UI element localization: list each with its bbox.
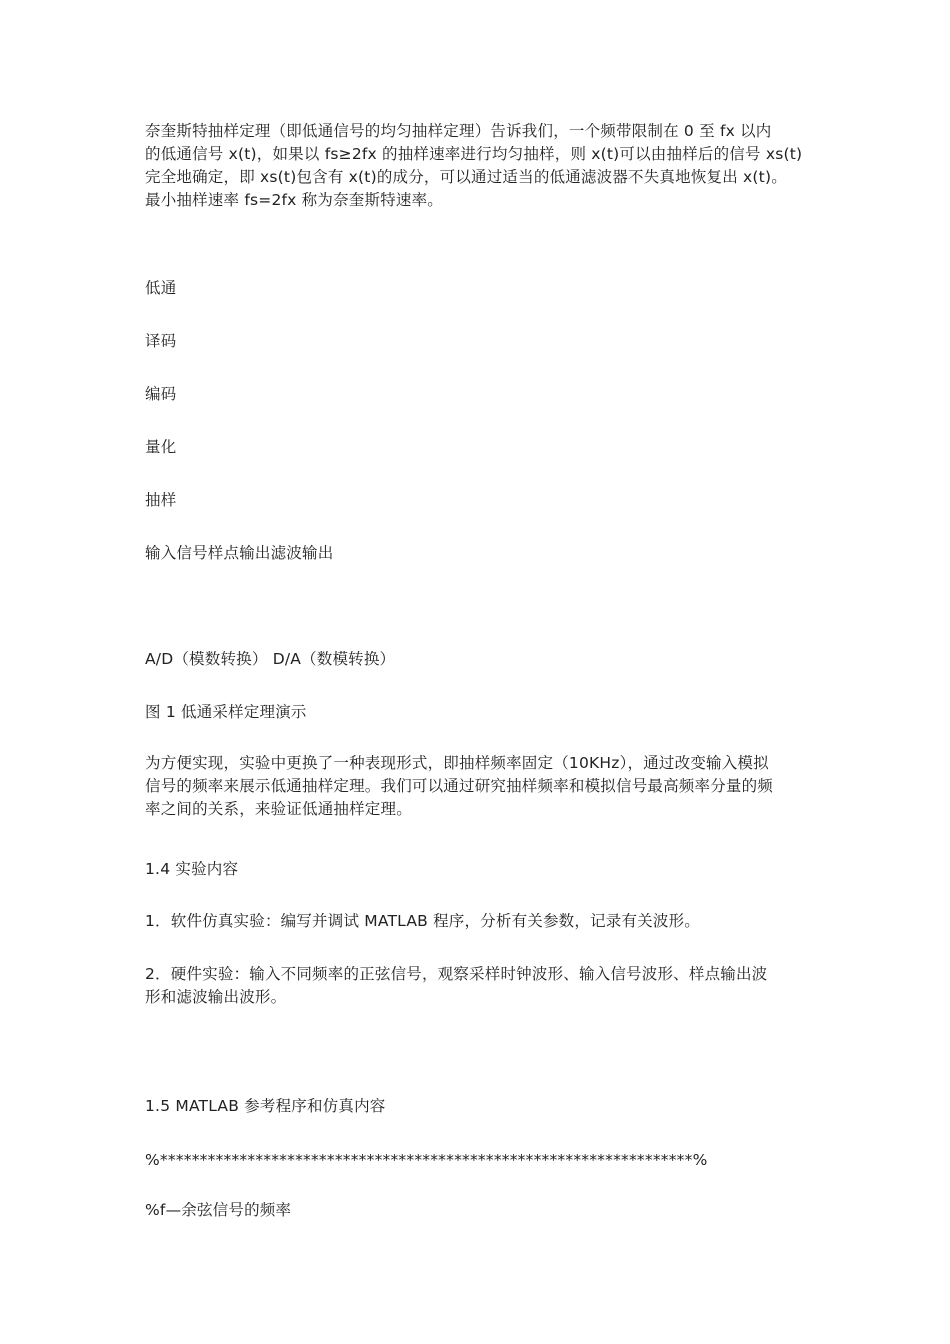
experiment-item-1: 1．软件仿真实验：编写并调试 MATLAB 程序，分析有关参数，记录有关波形。 (145, 912, 700, 930)
code-comment-frequency: %f—余弦信号的频率 (145, 1201, 292, 1219)
diagram-label-lowpass: 低通 (145, 279, 177, 297)
diagram-label-decode: 译码 (145, 332, 177, 350)
diagram-label-conversion-row: A/D（模数转换） D/A（数模转换） (145, 650, 396, 668)
code-comment-stars: %*******************************************************************% (145, 1151, 708, 1169)
diagram-label-signal-row: 输入信号样点输出滤波输出 (145, 544, 334, 562)
explanation-paragraph (145, 752, 810, 821)
experiment-item-2 (145, 963, 810, 1009)
intro-line: 完全地确定，即 xs(t)包含有 x(t)的成分，可以通过适当的低通滤波器不失真地恢复出 x(t)。 (145, 168, 787, 186)
explanation-line: 率之间的关系，来验证低通抽样定理。 (145, 800, 412, 818)
explanation-line: 为方便实现，实验中更换了一种表现形式，即抽样频率固定（10KHz），通过改变输入模拟 (145, 754, 769, 772)
diagram-label-quantize: 量化 (145, 438, 177, 456)
item-2-line: 2．硬件实验：输入不同频率的正弦信号，观察采样时钟波形、输入信号波形、样点输出波 (145, 965, 768, 983)
section-heading-1-5: 1.5 MATLAB 参考程序和仿真内容 (145, 1097, 386, 1115)
diagram-label-encode: 编码 (145, 385, 177, 403)
item-2-line: 形和滤波输出波形。 (145, 988, 287, 1006)
intro-line: 最小抽样速率 fs=2fx 称为奈奎斯特速率。 (145, 191, 443, 209)
intro-paragraph (145, 120, 810, 212)
figure-caption: 图 1 低通采样定理演示 (145, 703, 307, 721)
intro-line: 的低通信号 x(t)，如果以 fs≥2fx 的抽样速率进行均匀抽样，则 x(t)可以由抽样后的信号 xs(t) (145, 145, 803, 163)
diagram-label-sample: 抽样 (145, 491, 177, 509)
section-heading-1-4: 1.4 实验内容 (145, 860, 239, 878)
explanation-line: 信号的频率来展示低通抽样定理。我们可以通过研究抽样频率和模拟信号最高频率分量的频 (145, 777, 774, 795)
intro-line: 奈奎斯特抽样定理（即低通信号的均匀抽样定理）告诉我们，一个频带限制在 0 至 fx 以内 (145, 122, 772, 140)
